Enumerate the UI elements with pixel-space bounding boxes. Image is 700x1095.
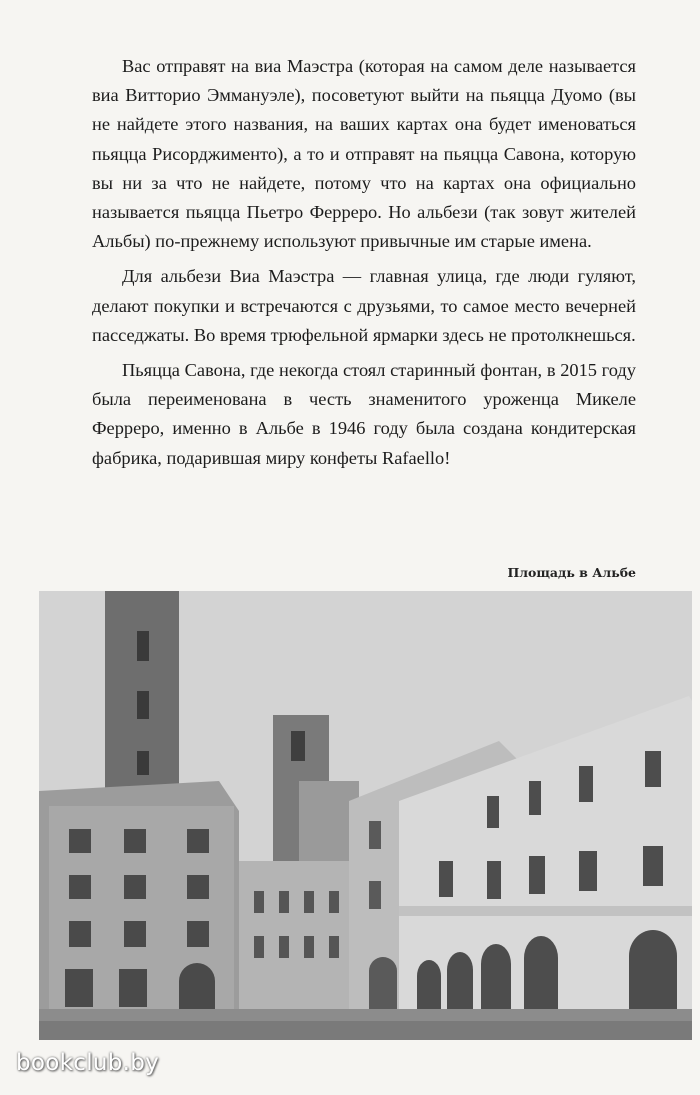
paragraph-1: Вас отправят на виа Маэстра (которая на самом деле называется виа Витторио Эммануэле), посоветуют выйти на пьяцца Дуомо (вы не найдете этого названия, на ваших картах она будет именоваться пьяцца Рисорджименто), а то и отправят на пьяцца Савона, которую вы ни за что не найдете, потому что на картах она официально называется пьяцца Пьетро Ферреро. Но альбези (так зовут жителей Альбы) по-прежнему используют привычные им старые имена. (92, 56, 636, 252)
paragraph-3: Пьяцца Савона, где некогда стоял старинный фонтан, в 2015 году была переименована в честь знаменитого уроженца Микеле Ферреро, именно в Альбе в 1946 году была создана кондитерская фабрика, подарившая миру конфеты Rafaello! (92, 360, 636, 468)
body-text (92, 52, 636, 479)
paragraph-2: Для альбези Виа Маэстра — главная улица, где люди гуляют, делают покупки и встречаются с друзьями, то самое место вечерней пасседжаты. Во время трюфельной ярмарки здесь не протолкнешься. (92, 266, 636, 345)
site-watermark: bookclub.by (16, 1050, 160, 1076)
photo-caption: Площадь в Альбе (507, 565, 636, 580)
piazza-photo (39, 591, 692, 1040)
